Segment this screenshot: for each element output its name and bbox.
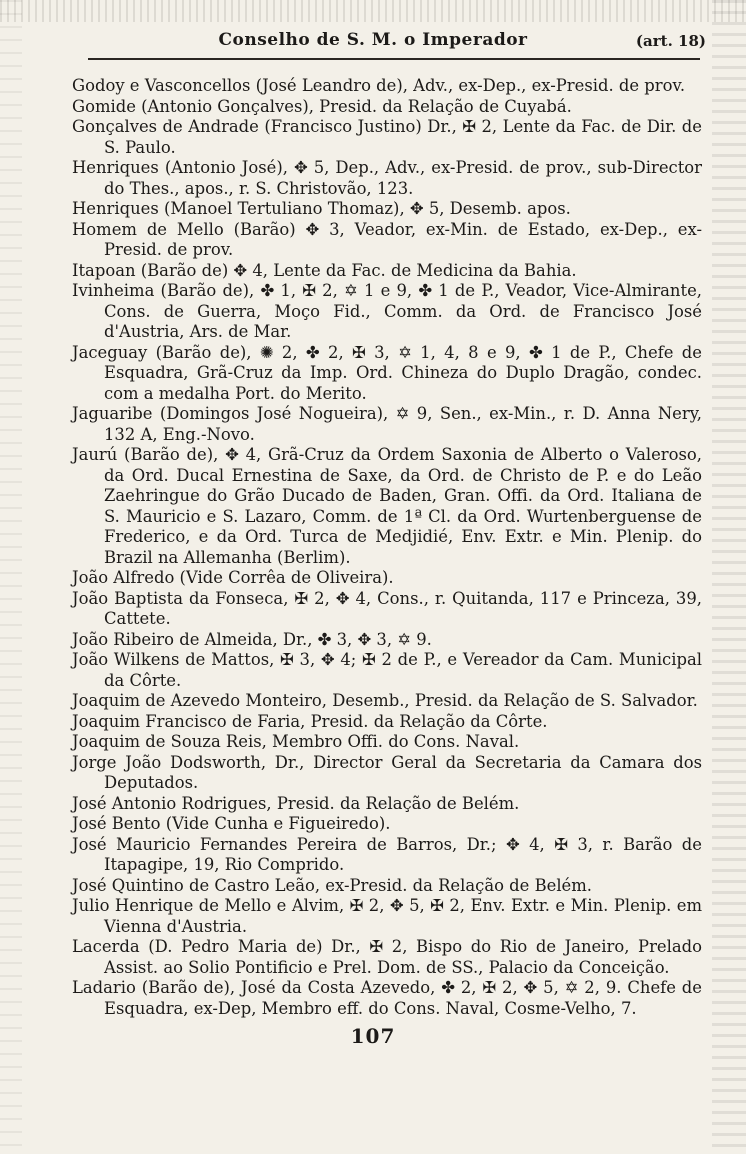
entry-list bbox=[72, 76, 702, 1019]
entry-lacerda: Lacerda (D. Pedro Maria de) Dr., ✠ 2, Bispo do Rio de Janeiro, Prelado Assist. ao Solio Pontificio e Prel. Dom. de SS., Palacio da Conceição. bbox=[72, 937, 702, 977]
entry-jose-bento: José Bento (Vide Cunha e Figueiredo). bbox=[72, 814, 391, 833]
scan-artifact-top bbox=[0, 0, 746, 22]
entry-joao-ribeiro: João Ribeiro de Almeida, Dr., ✤ 3, ✥ 3, ✡ 9. bbox=[72, 629, 432, 649]
entry-joao-baptista: João Baptista da Fonseca, ✠ 2, ✥ 4, Cons., r. Quitanda, 117 e Princeza, 39, Cattete. bbox=[72, 588, 702, 628]
entry-henriques-antonio: Henriques (Antonio José), ✥ 5, Dep., Adv., ex-Presid. de prov., sub-Director do Thes., apos., r. S. Christovão, 123. bbox=[72, 158, 702, 198]
entry-joao-wilkens: João Wilkens de Mattos, ✠ 3, ✥ 4; ✠ 2 de P., e Vereador da Cam. Municipal da Côrte. bbox=[72, 650, 702, 690]
scan-artifact-right bbox=[712, 0, 746, 1154]
entry-jauru: Jaurú (Barão de), ✥ 4, Grã-Cruz da Ordem Saxonia de Alberto o Valeroso, da Ord. Ducal Ernestina de Saxe, da Ord. de Christo de P. e do Leão Zaehringue do Grão Ducado de Baden, Gran. Offi. da Ord. Italiana de S. Mauricio e S. Lazaro, Comm. de 1ª Cl. da Ord. Wurtenberguense de Frederico, e da Ord. Turca de Medjidié, Env. Extr. e Min. Plenip. do Brazil na Allemanha (Berlim). bbox=[72, 445, 702, 567]
entry-jaguaribe: Jaguaribe (Domingos José Nogueira), ✡ 9, Sen., ex-Min., r. D. Anna Nery, 132 A, Eng.-Novo. bbox=[72, 404, 702, 444]
entry-gomide: Gomide (Antonio Gonçalves), Presid. da Relação de Cuyabá. bbox=[72, 96, 572, 116]
article-reference: (art. 18) bbox=[635, 32, 706, 50]
entry-joaquim-faria: Joaquim Francisco de Faria, Presid. da Relação da Côrte. bbox=[72, 711, 548, 731]
entry-ivinheima: Ivinheima (Barão de), ✤ 1, ✠ 2, ✡ 1 e 9, ✤ 1 de P., Veador, Vice-Almirante, Cons. de Guerra, Moço Fid., Comm. da Ord. de Francisco José d'Austria, Ars. de Mar. bbox=[72, 281, 702, 341]
entry-goncalves: Gonçalves de Andrade (Francisco Justino) Dr., ✠ 2, Lente da Fac. de Dir. de S. Paulo. bbox=[72, 117, 702, 157]
page-number: 107 bbox=[350, 1024, 396, 1048]
scan-artifact-left bbox=[0, 0, 22, 1154]
entry-joaquim-reis: Joaquim de Souza Reis, Membro Offi. do Cons. Naval. bbox=[72, 732, 520, 751]
entry-jose-mauricio: José Mauricio Fernandes Pereira de Barros, Dr.; ✥ 4, ✠ 3, r. Barão de Itapagipe, 19, Rio Comprido. bbox=[72, 834, 702, 874]
header-divider bbox=[88, 58, 700, 60]
page-title: Conselho de S. M. o Imperador bbox=[218, 30, 528, 50]
entry-homem-de-mello: Homem de Mello (Barão) ✥ 3, Veador, ex-Min. de Estado, ex-Dep., ex-Presid. de prov. bbox=[72, 219, 702, 259]
entry-henriques-manoel: Henriques (Manoel Tertuliano Thomaz), ✥ 5, Desemb. apos. bbox=[72, 199, 571, 218]
entry-jose-antonio: José Antonio Rodrigues, Presid. da Relação de Belém. bbox=[72, 793, 520, 813]
page-header bbox=[0, 30, 746, 56]
entry-godoy: Godoy e Vasconcellos (José Leandro de), Adv., ex-Dep., ex-Presid. de prov. bbox=[72, 76, 686, 95]
entry-ladario: Ladario (Barão de), José da Costa Azevedo, ✤ 2, ✠ 2, ✥ 5, ✡ 2, 9. Chefe de Esquadra, ex-Dep, Membro eff. do Cons. Naval, Cosme-Velho, 7. bbox=[72, 978, 702, 1018]
entry-jose-quintino: José Quintino de Castro Leão, ex-Presid. da Relação de Belém. bbox=[72, 875, 593, 895]
entry-julio-henrique: Julio Henrique de Mello e Alvim, ✠ 2, ✥ 5, ✠ 2, Env. Extr. e Min. Plenip. em Vienna d'Austria. bbox=[72, 896, 702, 936]
entry-itapoan: Itapoan (Barão de) ✥ 4, Lente da Fac. de Medicina da Bahia. bbox=[72, 260, 577, 280]
entry-joao-alfredo: João Alfredo (Vide Corrêa de Oliveira). bbox=[72, 568, 394, 587]
entry-jorge-dodsworth: Jorge João Dodsworth, Dr., Director Geral da Secretaria da Camara dos Deputados. bbox=[72, 752, 702, 792]
entry-jaceguay: Jaceguay (Barão de), ✺ 2, ✤ 2, ✠ 3, ✡ 1, 4, 8 e 9, ✤ 1 de P., Chefe de Esquadra, Grã-Cruz da Imp. Ord. Chineza do Duplo Dragão, condec. com a medalha Port. do Merito. bbox=[72, 342, 702, 403]
entry-joaquim-azevedo: Joaquim de Azevedo Monteiro, Desemb., Presid. da Relação de S. Salvador. bbox=[72, 691, 698, 710]
